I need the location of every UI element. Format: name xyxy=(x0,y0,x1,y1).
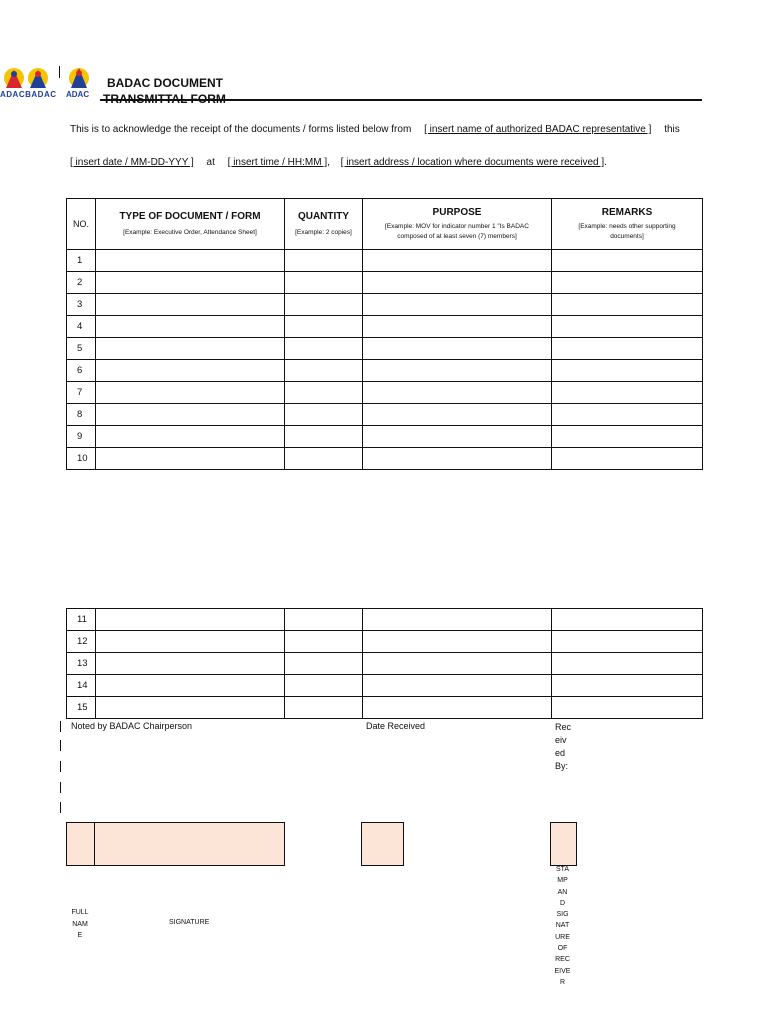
purpose-cell[interactable] xyxy=(363,426,552,448)
row-number: 10 xyxy=(67,448,96,470)
full-name-label: FULL NAM E xyxy=(71,909,89,939)
remarks-cell[interactable] xyxy=(552,360,703,382)
row-number: 3 xyxy=(67,294,96,316)
remarks-cell[interactable] xyxy=(552,404,703,426)
quantity-cell[interactable] xyxy=(285,382,363,404)
table-row xyxy=(67,294,703,316)
address-field[interactable]: [ insert address / location where documents were received ] xyxy=(340,157,605,168)
row-number: 4 xyxy=(67,316,96,338)
logo-text-right: BADAC xyxy=(25,90,57,99)
row-number: 12 xyxy=(67,631,96,653)
signature-label: SIGNATURE xyxy=(169,919,210,926)
intro-at: at xyxy=(206,157,215,168)
title-rule xyxy=(100,99,702,101)
row-number: 1 xyxy=(67,250,96,272)
table-row xyxy=(67,631,703,653)
type-cell[interactable] xyxy=(96,382,285,404)
badac-logo-small-icon xyxy=(64,64,94,90)
purpose-cell[interactable] xyxy=(363,609,552,631)
quantity-cell[interactable] xyxy=(285,272,363,294)
type-cell[interactable] xyxy=(96,294,285,316)
badac-logo-left xyxy=(0,64,56,102)
type-cell[interactable] xyxy=(96,609,285,631)
remarks-cell[interactable] xyxy=(552,697,703,719)
quantity-cell[interactable] xyxy=(285,631,363,653)
remarks-cell[interactable] xyxy=(552,426,703,448)
stamp-signature-label: STA MP AN D SIG NAT URE OF REC EIVE R xyxy=(554,866,571,986)
remarks-cell[interactable] xyxy=(552,675,703,697)
noted-by-label: Noted by BADAC Chairperson xyxy=(71,721,193,731)
type-cell[interactable] xyxy=(96,250,285,272)
header-no: NO. xyxy=(67,199,96,250)
intro-prefix: This is to acknowledge the receipt of the documents / forms listed below from xyxy=(70,124,412,135)
row-number: 7 xyxy=(67,382,96,404)
row-number: 5 xyxy=(67,338,96,360)
purpose-cell[interactable] xyxy=(363,404,552,426)
date-received-box[interactable] xyxy=(361,822,404,866)
remarks-cell[interactable] xyxy=(552,250,703,272)
documents-table xyxy=(66,198,703,470)
header-purpose: PURPOSE [Example: MOV for indicator number 1 "Is BADAC composed of at least seven (7) members] xyxy=(363,199,552,250)
row-number: 9 xyxy=(67,426,96,448)
type-cell[interactable] xyxy=(96,272,285,294)
left-bar xyxy=(60,761,61,772)
remarks-cell[interactable] xyxy=(552,653,703,675)
remarks-cell[interactable] xyxy=(552,338,703,360)
table-row xyxy=(67,316,703,338)
type-cell[interactable] xyxy=(96,426,285,448)
intro-this: this xyxy=(664,124,680,135)
type-cell[interactable] xyxy=(96,338,285,360)
time-field[interactable]: [ insert time / HH:MM ] xyxy=(227,157,328,168)
left-bar xyxy=(60,802,61,813)
quantity-cell[interactable] xyxy=(285,250,363,272)
purpose-cell[interactable] xyxy=(363,675,552,697)
table-row xyxy=(67,653,703,675)
quantity-cell[interactable] xyxy=(285,448,363,470)
table-row xyxy=(67,382,703,404)
left-bar xyxy=(60,782,61,793)
header-remarks: REMARKS [Example: needs other supporting documents] xyxy=(552,199,703,250)
quantity-cell[interactable] xyxy=(285,338,363,360)
logo-text-left: ADAC xyxy=(0,90,26,99)
intro-line1 xyxy=(70,124,680,135)
representative-field[interactable]: [ insert name of authorized BADAC representative ] xyxy=(424,124,652,135)
date-field[interactable]: [ insert date / MM-DD-YYY ] xyxy=(70,157,194,168)
left-bar xyxy=(60,721,61,732)
header-type: TYPE OF DOCUMENT / FORM [Example: Executive Order, Attendance Sheet] xyxy=(96,199,285,250)
form-title-line1: BADAC DOCUMENT xyxy=(107,76,223,90)
form-title xyxy=(107,75,226,107)
row-number: 6 xyxy=(67,360,96,382)
table-row xyxy=(67,250,703,272)
documents-table-continued xyxy=(66,608,703,719)
remarks-cell[interactable] xyxy=(552,294,703,316)
quantity-cell[interactable] xyxy=(285,426,363,448)
divider-tick xyxy=(59,66,60,78)
date-received-label: Date Received xyxy=(366,721,426,731)
table-body-page2 xyxy=(67,609,703,719)
remarks-cell[interactable] xyxy=(552,382,703,404)
header-remarks-example: [Example: needs other supporting documents] xyxy=(578,222,676,240)
row-number: 8 xyxy=(67,404,96,426)
type-cell[interactable] xyxy=(96,316,285,338)
badac-logo-right xyxy=(64,64,98,102)
quantity-cell[interactable] xyxy=(285,404,363,426)
left-bar xyxy=(60,740,61,751)
purpose-cell[interactable] xyxy=(363,250,552,272)
logo-text: ADAC xyxy=(66,90,90,99)
intro-line2 xyxy=(70,157,607,168)
type-cell[interactable] xyxy=(96,448,285,470)
quantity-cell[interactable] xyxy=(285,294,363,316)
purpose-cell[interactable] xyxy=(363,697,552,719)
type-cell[interactable] xyxy=(96,404,285,426)
remarks-cell[interactable] xyxy=(552,272,703,294)
remarks-cell[interactable] xyxy=(552,316,703,338)
table-row xyxy=(67,404,703,426)
purpose-cell[interactable] xyxy=(363,294,552,316)
purpose-cell[interactable] xyxy=(363,360,552,382)
intro-comma: , xyxy=(327,157,330,168)
table-row xyxy=(67,697,703,719)
header-type-example: [Example: Executive Order, Attendance Sheet] xyxy=(123,228,257,236)
header-quantity-example: [Example: 2 copies] xyxy=(295,228,352,236)
row-number: 11 xyxy=(67,609,96,631)
purpose-cell[interactable] xyxy=(363,338,552,360)
purpose-cell[interactable] xyxy=(363,448,552,470)
quantity-cell[interactable] xyxy=(285,609,363,631)
row-number: 15 xyxy=(67,697,96,719)
remarks-cell[interactable] xyxy=(552,448,703,470)
table-row xyxy=(67,675,703,697)
table-row xyxy=(67,272,703,294)
table-body-page1 xyxy=(67,250,703,470)
purpose-cell[interactable] xyxy=(363,272,552,294)
header-purpose-example: [Example: MOV for indicator number 1 "Is BADAC composed of at least seven (7) members] xyxy=(385,222,529,240)
quantity-cell[interactable] xyxy=(285,653,363,675)
table-row xyxy=(67,338,703,360)
quantity-cell[interactable] xyxy=(285,697,363,719)
purpose-cell[interactable] xyxy=(363,631,552,653)
intro-period: . xyxy=(604,157,607,168)
quantity-cell[interactable] xyxy=(285,360,363,382)
receiver-stamp-box[interactable] xyxy=(550,822,577,866)
badac-logo-icon xyxy=(0,64,56,92)
quantity-cell[interactable] xyxy=(285,675,363,697)
row-number: 2 xyxy=(67,272,96,294)
received-by-label: Rec eiv ed By: xyxy=(555,722,572,771)
table-row xyxy=(67,426,703,448)
row-number: 13 xyxy=(67,653,96,675)
table-row xyxy=(67,448,703,470)
table-row xyxy=(67,609,703,631)
chairperson-name-box[interactable] xyxy=(66,822,96,866)
remarks-cell[interactable] xyxy=(552,609,703,631)
quantity-cell[interactable] xyxy=(285,316,363,338)
purpose-cell[interactable] xyxy=(363,382,552,404)
type-cell[interactable] xyxy=(96,675,285,697)
table-row xyxy=(67,360,703,382)
table-header-row xyxy=(67,199,703,250)
remarks-cell[interactable] xyxy=(552,631,703,653)
type-cell[interactable] xyxy=(96,631,285,653)
header-quantity: QUANTITY [Example: 2 copies] xyxy=(285,199,363,250)
purpose-cell[interactable] xyxy=(363,316,552,338)
type-cell[interactable] xyxy=(96,697,285,719)
type-cell[interactable] xyxy=(96,653,285,675)
type-cell[interactable] xyxy=(96,360,285,382)
purpose-cell[interactable] xyxy=(363,653,552,675)
chairperson-signature-box[interactable] xyxy=(94,822,285,866)
row-number: 14 xyxy=(67,675,96,697)
